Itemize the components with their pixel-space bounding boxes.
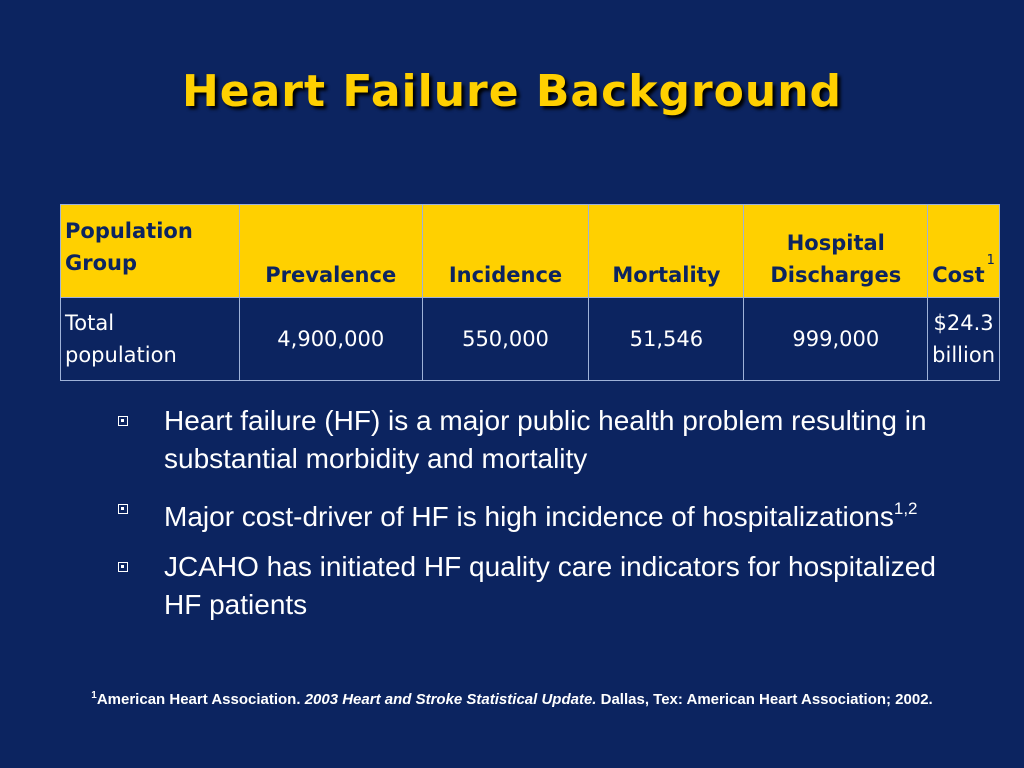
cost-citation-superscript: 1: [986, 253, 995, 268]
square-bullet-icon: [118, 562, 128, 572]
cell-prevalence: 4,900,000: [239, 298, 422, 381]
footnote-authors: American Heart Association.: [96, 691, 305, 708]
table-header-row: [61, 205, 1000, 298]
cell-incidence: 550,000: [422, 298, 589, 381]
square-bullet-icon: [118, 504, 128, 514]
slide-title: Heart Failure Background: [181, 66, 843, 117]
cell-mortality: 51,546: [589, 298, 744, 381]
header-mortality: Mortality: [589, 205, 744, 298]
header-incidence: Incidence: [422, 205, 589, 298]
cell-population-group: Total population: [61, 298, 240, 381]
bullet-list: [116, 402, 966, 636]
citation-superscript: 1,2: [893, 499, 918, 518]
header-cost: Cost$^1$: [928, 205, 1000, 298]
bullet-item: JCAHO has initiated HF quality care indicators for hospitalized HF patients: [116, 548, 966, 624]
bullet-item: Major cost-driver of HF is high incidence of hospitalizations$^{1,2}$: [116, 490, 966, 536]
heart-failure-stats-table: [60, 204, 1000, 381]
footnote-publisher: Dallas, Tex: American Heart Association; 2002.: [596, 691, 933, 708]
footnote-title: 2003 Heart and Stroke Statistical Update.: [304, 691, 597, 708]
cell-cost: $24.3 billion: [928, 298, 1000, 381]
cell-hospital-discharges: 999,000: [744, 298, 928, 381]
bullet-item: Heart failure (HF) is a major public health problem resulting in substantial morbidity and mortality: [116, 402, 966, 478]
header-hospital-discharges: Hospital Discharges: [744, 205, 928, 298]
square-bullet-icon: [118, 416, 128, 426]
header-population-group: Population Group: [61, 205, 240, 298]
footnote-number: 1: [91, 690, 97, 701]
table-row: [61, 298, 1000, 381]
header-prevalence: Prevalence: [239, 205, 422, 298]
footnote: [0, 690, 1024, 708]
